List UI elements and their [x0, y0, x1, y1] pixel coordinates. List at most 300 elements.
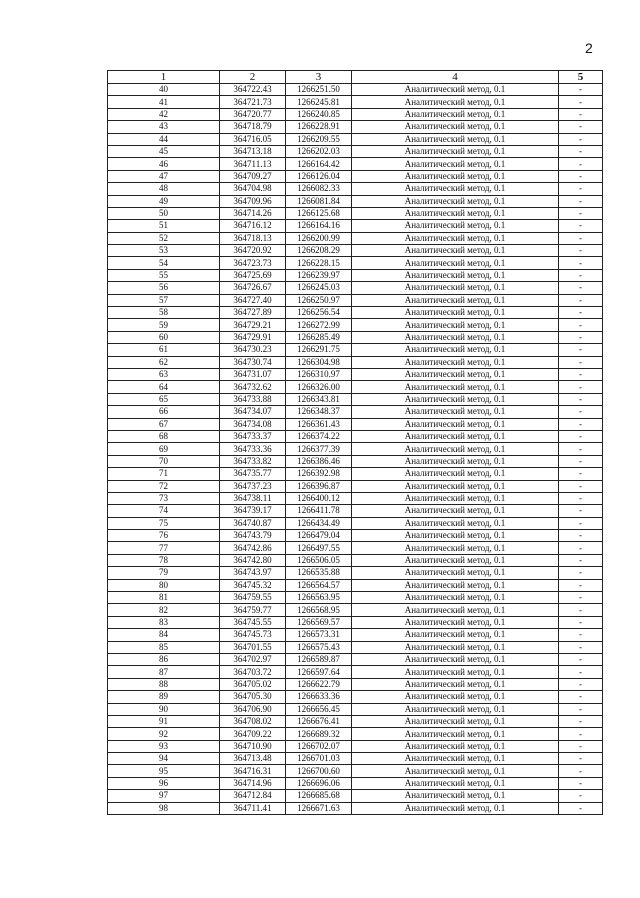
table-row	[108, 430, 603, 442]
cell-point-number: 43	[108, 121, 220, 133]
cell-point-number: 87	[108, 666, 220, 678]
cell-point-number: 74	[108, 505, 220, 517]
cell-method-accuracy: Аналитический метод, 0.1	[352, 356, 559, 368]
cell-method-accuracy: Аналитический метод, 0.1	[352, 294, 559, 306]
cell-method-accuracy: Аналитический метод, 0.1	[352, 567, 559, 579]
cell-coord-x: 364733.37	[220, 430, 286, 442]
cell-coord-x: 364714.26	[220, 207, 286, 219]
cell-point-number: 79	[108, 567, 220, 579]
cell-note: -	[559, 740, 603, 752]
cell-point-number: 40	[108, 84, 220, 96]
cell-method-accuracy: Аналитический метод, 0.1	[352, 455, 559, 467]
cell-note: -	[559, 492, 603, 504]
table-row	[108, 728, 603, 740]
cell-point-number: 59	[108, 319, 220, 331]
cell-note: -	[559, 356, 603, 368]
cell-note: -	[559, 145, 603, 157]
cell-note: -	[559, 505, 603, 517]
cell-method-accuracy: Аналитический метод, 0.1	[352, 468, 559, 480]
header-col-1: 1	[108, 71, 220, 84]
table-row	[108, 84, 603, 96]
table-row	[108, 356, 603, 368]
table-row	[108, 121, 603, 133]
cell-point-number: 70	[108, 455, 220, 467]
table-row	[108, 319, 603, 331]
table-row	[108, 715, 603, 727]
cell-method-accuracy: Аналитический метод, 0.1	[352, 777, 559, 789]
cell-note: -	[559, 108, 603, 120]
cell-coord-x: 364705.02	[220, 678, 286, 690]
table-row	[108, 406, 603, 418]
cell-coord-x: 364735.77	[220, 468, 286, 480]
cell-point-number: 54	[108, 257, 220, 269]
cell-coord-x: 364714.96	[220, 777, 286, 789]
table-row	[108, 802, 603, 814]
cell-coord-x: 364745.32	[220, 579, 286, 591]
cell-coord-y: 1266564.57	[286, 579, 352, 591]
table-row	[108, 220, 603, 232]
cell-point-number: 47	[108, 170, 220, 182]
cell-point-number: 84	[108, 629, 220, 641]
cell-coord-x: 364733.36	[220, 443, 286, 455]
cell-coord-x: 364709.22	[220, 728, 286, 740]
cell-note: -	[559, 542, 603, 554]
table-row	[108, 455, 603, 467]
cell-coord-y: 1266671.63	[286, 802, 352, 814]
cell-coord-x: 364705.30	[220, 691, 286, 703]
cell-coord-x: 364745.55	[220, 616, 286, 628]
cell-coord-y: 1266164.42	[286, 158, 352, 170]
cell-point-number: 56	[108, 282, 220, 294]
cell-note: -	[559, 294, 603, 306]
cell-coord-x: 364710.90	[220, 740, 286, 752]
coordinates-table	[107, 70, 603, 815]
cell-method-accuracy: Аналитический метод, 0.1	[352, 381, 559, 393]
cell-point-number: 97	[108, 790, 220, 802]
cell-method-accuracy: Аналитический метод, 0.1	[352, 220, 559, 232]
cell-method-accuracy: Аналитический метод, 0.1	[352, 480, 559, 492]
cell-method-accuracy: Аналитический метод, 0.1	[352, 84, 559, 96]
cell-coord-x: 364713.48	[220, 753, 286, 765]
cell-coord-y: 1266434.49	[286, 517, 352, 529]
cell-coord-y: 1266310.97	[286, 368, 352, 380]
table-row	[108, 183, 603, 195]
table-row	[108, 542, 603, 554]
table-row	[108, 468, 603, 480]
table-row	[108, 740, 603, 752]
cell-note: -	[559, 765, 603, 777]
cell-coord-x: 364732.62	[220, 381, 286, 393]
cell-coord-x: 364734.07	[220, 406, 286, 418]
cell-note: -	[559, 245, 603, 257]
cell-coord-y: 1266676.41	[286, 715, 352, 727]
table-row	[108, 641, 603, 653]
cell-point-number: 61	[108, 344, 220, 356]
cell-coord-x: 364718.13	[220, 232, 286, 244]
cell-coord-y: 1266291.75	[286, 344, 352, 356]
cell-method-accuracy: Аналитический метод, 0.1	[352, 740, 559, 752]
cell-method-accuracy: Аналитический метод, 0.1	[352, 653, 559, 665]
cell-note: -	[559, 715, 603, 727]
table-row	[108, 269, 603, 281]
cell-point-number: 83	[108, 616, 220, 628]
cell-method-accuracy: Аналитический метод, 0.1	[352, 715, 559, 727]
table-row	[108, 579, 603, 591]
cell-point-number: 46	[108, 158, 220, 170]
cell-coord-x: 364737.23	[220, 480, 286, 492]
cell-point-number: 75	[108, 517, 220, 529]
table-row	[108, 245, 603, 257]
table-row	[108, 108, 603, 120]
table-body	[108, 84, 603, 815]
cell-method-accuracy: Аналитический метод, 0.1	[352, 319, 559, 331]
cell-point-number: 98	[108, 802, 220, 814]
table-row	[108, 517, 603, 529]
cell-coord-x: 364738.11	[220, 492, 286, 504]
cell-coord-x: 364759.55	[220, 592, 286, 604]
table-row	[108, 282, 603, 294]
cell-note: -	[559, 517, 603, 529]
cell-point-number: 78	[108, 554, 220, 566]
cell-point-number: 68	[108, 430, 220, 442]
cell-method-accuracy: Аналитический метод, 0.1	[352, 344, 559, 356]
cell-method-accuracy: Аналитический метод, 0.1	[352, 530, 559, 542]
cell-note: -	[559, 480, 603, 492]
cell-coord-y: 1266343.81	[286, 393, 352, 405]
cell-point-number: 66	[108, 406, 220, 418]
table-row	[108, 629, 603, 641]
cell-coord-x: 364729.21	[220, 319, 286, 331]
cell-coord-y: 1266326.00	[286, 381, 352, 393]
cell-coord-y: 1266479.04	[286, 530, 352, 542]
cell-coord-x: 364709.96	[220, 195, 286, 207]
cell-note: -	[559, 703, 603, 715]
table-header-row	[108, 71, 603, 84]
cell-coord-y: 1266285.49	[286, 331, 352, 343]
cell-point-number: 76	[108, 530, 220, 542]
table-row	[108, 170, 603, 182]
cell-coord-y: 1266239.97	[286, 269, 352, 281]
cell-point-number: 60	[108, 331, 220, 343]
cell-point-number: 62	[108, 356, 220, 368]
cell-note: -	[559, 666, 603, 678]
cell-point-number: 77	[108, 542, 220, 554]
cell-point-number: 58	[108, 307, 220, 319]
header-col-5: 5	[559, 71, 603, 84]
table-row	[108, 492, 603, 504]
cell-note: -	[559, 183, 603, 195]
table-row	[108, 592, 603, 604]
cell-coord-x: 364716.31	[220, 765, 286, 777]
cell-coord-x: 364742.80	[220, 554, 286, 566]
cell-coord-y: 1266245.03	[286, 282, 352, 294]
cell-note: -	[559, 530, 603, 542]
cell-coord-x: 364733.88	[220, 393, 286, 405]
table-row	[108, 381, 603, 393]
cell-note: -	[559, 133, 603, 145]
cell-method-accuracy: Аналитический метод, 0.1	[352, 96, 559, 108]
cell-note: -	[559, 393, 603, 405]
cell-note: -	[559, 728, 603, 740]
cell-note: -	[559, 579, 603, 591]
cell-coord-x: 364706.90	[220, 703, 286, 715]
cell-method-accuracy: Аналитический метод, 0.1	[352, 195, 559, 207]
cell-coord-y: 1266700.60	[286, 765, 352, 777]
cell-method-accuracy: Аналитический метод, 0.1	[352, 678, 559, 690]
table-row	[108, 554, 603, 566]
cell-method-accuracy: Аналитический метод, 0.1	[352, 790, 559, 802]
cell-coord-y: 1266573.31	[286, 629, 352, 641]
table-row	[108, 691, 603, 703]
cell-coord-x: 364716.12	[220, 220, 286, 232]
table-row	[108, 480, 603, 492]
cell-note: -	[559, 567, 603, 579]
cell-method-accuracy: Аналитический метод, 0.1	[352, 616, 559, 628]
cell-coord-x: 364745.73	[220, 629, 286, 641]
cell-point-number: 82	[108, 604, 220, 616]
cell-coord-y: 1266082.33	[286, 183, 352, 195]
cell-method-accuracy: Аналитический метод, 0.1	[352, 554, 559, 566]
cell-point-number: 88	[108, 678, 220, 690]
cell-note: -	[559, 653, 603, 665]
cell-point-number: 41	[108, 96, 220, 108]
cell-note: -	[559, 678, 603, 690]
cell-note: -	[559, 629, 603, 641]
cell-coord-y: 1266304.98	[286, 356, 352, 368]
cell-coord-y: 1266126.04	[286, 170, 352, 182]
cell-method-accuracy: Аналитический метод, 0.1	[352, 245, 559, 257]
table-row	[108, 133, 603, 145]
cell-method-accuracy: Аналитический метод, 0.1	[352, 170, 559, 182]
cell-point-number: 48	[108, 183, 220, 195]
cell-method-accuracy: Аналитический метод, 0.1	[352, 666, 559, 678]
cell-coord-y: 1266250.97	[286, 294, 352, 306]
cell-point-number: 50	[108, 207, 220, 219]
cell-note: -	[559, 418, 603, 430]
table-row	[108, 96, 603, 108]
table-row	[108, 666, 603, 678]
cell-coord-y: 1266568.95	[286, 604, 352, 616]
cell-coord-x: 364730.74	[220, 356, 286, 368]
cell-coord-y: 1266497.55	[286, 542, 352, 554]
cell-coord-x: 364727.40	[220, 294, 286, 306]
cell-method-accuracy: Аналитический метод, 0.1	[352, 269, 559, 281]
cell-method-accuracy: Аналитический метод, 0.1	[352, 703, 559, 715]
cell-method-accuracy: Аналитический метод, 0.1	[352, 592, 559, 604]
cell-coord-x: 364709.27	[220, 170, 286, 182]
cell-coord-y: 1266400.12	[286, 492, 352, 504]
cell-coord-y: 1266256.54	[286, 307, 352, 319]
cell-method-accuracy: Аналитический метод, 0.1	[352, 418, 559, 430]
table-row	[108, 567, 603, 579]
cell-note: -	[559, 269, 603, 281]
table-row	[108, 777, 603, 789]
cell-coord-x: 364720.92	[220, 245, 286, 257]
cell-method-accuracy: Аналитический метод, 0.1	[352, 802, 559, 814]
table-row	[108, 765, 603, 777]
cell-coord-y: 1266374.22	[286, 430, 352, 442]
table-row	[108, 530, 603, 542]
cell-coord-x: 364725.69	[220, 269, 286, 281]
cell-note: -	[559, 207, 603, 219]
cell-note: -	[559, 121, 603, 133]
table-row	[108, 232, 603, 244]
cell-point-number: 90	[108, 703, 220, 715]
cell-method-accuracy: Аналитический метод, 0.1	[352, 505, 559, 517]
cell-point-number: 95	[108, 765, 220, 777]
cell-method-accuracy: Аналитический метод, 0.1	[352, 443, 559, 455]
cell-note: -	[559, 381, 603, 393]
table-row	[108, 145, 603, 157]
cell-note: -	[559, 319, 603, 331]
cell-method-accuracy: Аналитический метод, 0.1	[352, 121, 559, 133]
cell-method-accuracy: Аналитический метод, 0.1	[352, 728, 559, 740]
cell-coord-x: 364702.97	[220, 653, 286, 665]
cell-method-accuracy: Аналитический метод, 0.1	[352, 257, 559, 269]
cell-coord-x: 364704.98	[220, 183, 286, 195]
cell-coord-x: 364716.05	[220, 133, 286, 145]
cell-coord-x: 364703.72	[220, 666, 286, 678]
cell-coord-y: 1266377.39	[286, 443, 352, 455]
table-row	[108, 703, 603, 715]
cell-coord-x: 364729.91	[220, 331, 286, 343]
cell-point-number: 67	[108, 418, 220, 430]
cell-point-number: 63	[108, 368, 220, 380]
cell-method-accuracy: Аналитический метод, 0.1	[352, 765, 559, 777]
cell-coord-x: 364743.79	[220, 530, 286, 542]
cell-note: -	[559, 344, 603, 356]
cell-note: -	[559, 443, 603, 455]
table-row	[108, 207, 603, 219]
page-number: 2	[585, 40, 593, 56]
cell-note: -	[559, 84, 603, 96]
cell-method-accuracy: Аналитический метод, 0.1	[352, 579, 559, 591]
cell-point-number: 57	[108, 294, 220, 306]
cell-coord-y: 1266081.84	[286, 195, 352, 207]
cell-method-accuracy: Аналитический метод, 0.1	[352, 183, 559, 195]
cell-note: -	[559, 307, 603, 319]
cell-point-number: 85	[108, 641, 220, 653]
cell-coord-y: 1266386.46	[286, 455, 352, 467]
table-row	[108, 678, 603, 690]
table-row	[108, 195, 603, 207]
cell-note: -	[559, 257, 603, 269]
cell-point-number: 73	[108, 492, 220, 504]
cell-coord-y: 1266348.37	[286, 406, 352, 418]
cell-coord-y: 1266200.99	[286, 232, 352, 244]
cell-coord-y: 1266689.32	[286, 728, 352, 740]
cell-method-accuracy: Аналитический метод, 0.1	[352, 207, 559, 219]
cell-coord-x: 364739.17	[220, 505, 286, 517]
cell-coord-y: 1266589.87	[286, 653, 352, 665]
cell-note: -	[559, 616, 603, 628]
cell-coord-x: 364723.73	[220, 257, 286, 269]
cell-coord-y: 1266361.43	[286, 418, 352, 430]
cell-method-accuracy: Аналитический метод, 0.1	[352, 629, 559, 641]
cell-method-accuracy: Аналитический метод, 0.1	[352, 307, 559, 319]
table-row	[108, 505, 603, 517]
cell-method-accuracy: Аналитический метод, 0.1	[352, 492, 559, 504]
cell-point-number: 92	[108, 728, 220, 740]
cell-note: -	[559, 641, 603, 653]
cell-coord-x: 364720.77	[220, 108, 286, 120]
cell-note: -	[559, 96, 603, 108]
cell-note: -	[559, 282, 603, 294]
cell-coord-x: 364708.02	[220, 715, 286, 727]
cell-point-number: 65	[108, 393, 220, 405]
cell-coord-y: 1266208.29	[286, 245, 352, 257]
cell-method-accuracy: Аналитический метод, 0.1	[352, 753, 559, 765]
cell-coord-x: 364743.97	[220, 567, 286, 579]
table-row	[108, 257, 603, 269]
cell-point-number: 55	[108, 269, 220, 281]
table-row	[108, 331, 603, 343]
cell-point-number: 45	[108, 145, 220, 157]
header-col-3: 3	[286, 71, 352, 84]
cell-method-accuracy: Аналитический метод, 0.1	[352, 517, 559, 529]
cell-point-number: 44	[108, 133, 220, 145]
cell-coord-x: 364726.67	[220, 282, 286, 294]
cell-method-accuracy: Аналитический метод, 0.1	[352, 542, 559, 554]
cell-method-accuracy: Аналитический метод, 0.1	[352, 691, 559, 703]
cell-point-number: 72	[108, 480, 220, 492]
cell-point-number: 80	[108, 579, 220, 591]
cell-point-number: 52	[108, 232, 220, 244]
cell-coord-y: 1266228.91	[286, 121, 352, 133]
cell-method-accuracy: Аналитический метод, 0.1	[352, 368, 559, 380]
table-row	[108, 604, 603, 616]
cell-coord-x: 364730.23	[220, 344, 286, 356]
cell-coord-x: 364731.07	[220, 368, 286, 380]
cell-coord-y: 1266272.99	[286, 319, 352, 331]
cell-coord-x: 364742.86	[220, 542, 286, 554]
cell-coord-y: 1266633.36	[286, 691, 352, 703]
cell-method-accuracy: Аналитический метод, 0.1	[352, 331, 559, 343]
cell-note: -	[559, 232, 603, 244]
cell-method-accuracy: Аналитический метод, 0.1	[352, 108, 559, 120]
table-row	[108, 344, 603, 356]
cell-note: -	[559, 802, 603, 814]
cell-coord-y: 1266164.16	[286, 220, 352, 232]
cell-note: -	[559, 554, 603, 566]
cell-coord-y: 1266396.87	[286, 480, 352, 492]
cell-method-accuracy: Аналитический метод, 0.1	[352, 232, 559, 244]
cell-point-number: 96	[108, 777, 220, 789]
cell-note: -	[559, 430, 603, 442]
cell-coord-y: 1266240.85	[286, 108, 352, 120]
cell-coord-x: 364722.43	[220, 84, 286, 96]
cell-note: -	[559, 170, 603, 182]
cell-point-number: 69	[108, 443, 220, 455]
cell-coord-x: 364701.55	[220, 641, 286, 653]
cell-coord-y: 1266209.55	[286, 133, 352, 145]
table-row	[108, 158, 603, 170]
cell-point-number: 64	[108, 381, 220, 393]
cell-note: -	[559, 331, 603, 343]
cell-note: -	[559, 468, 603, 480]
header-col-2: 2	[220, 71, 286, 84]
cell-method-accuracy: Аналитический метод, 0.1	[352, 641, 559, 653]
table-row	[108, 790, 603, 802]
cell-point-number: 53	[108, 245, 220, 257]
cell-coord-x: 364727.89	[220, 307, 286, 319]
cell-method-accuracy: Аналитический метод, 0.1	[352, 158, 559, 170]
cell-point-number: 51	[108, 220, 220, 232]
cell-method-accuracy: Аналитический метод, 0.1	[352, 145, 559, 157]
cell-coord-y: 1266392.98	[286, 468, 352, 480]
cell-coord-x: 364733.82	[220, 455, 286, 467]
cell-coord-y: 1266563.95	[286, 592, 352, 604]
